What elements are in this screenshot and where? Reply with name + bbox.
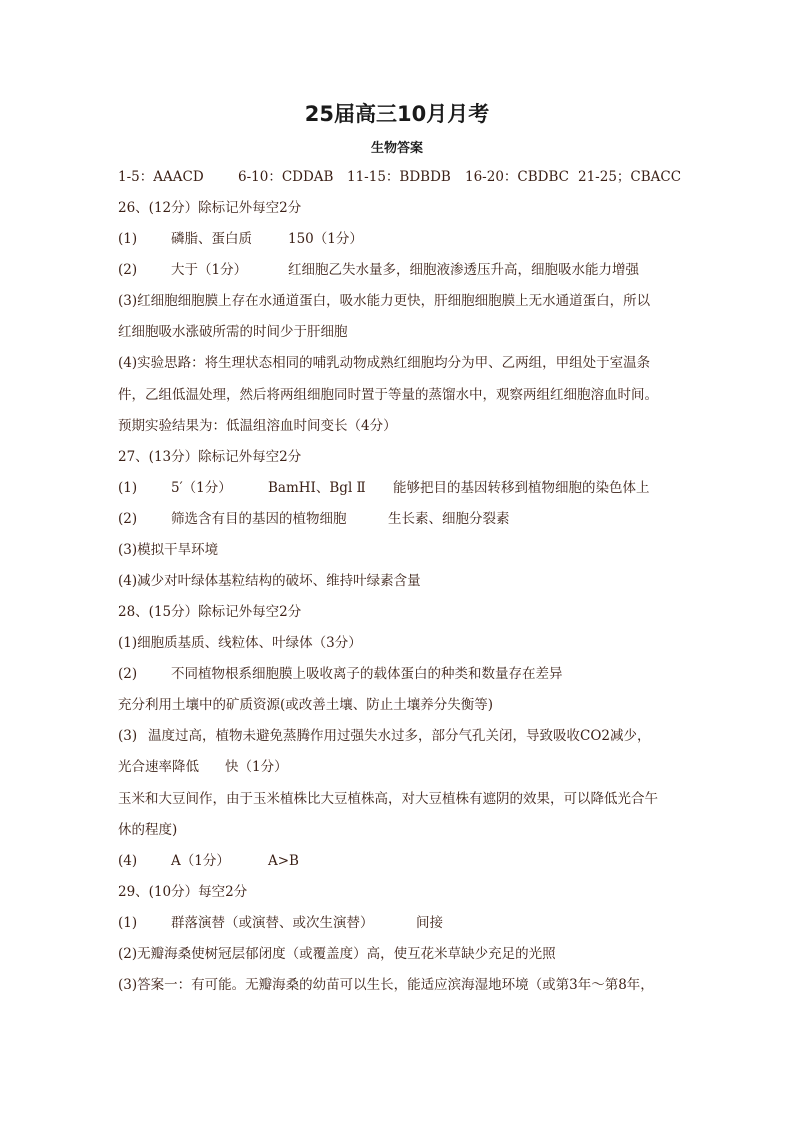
choice-group-5: 21-25；CBACC	[578, 169, 682, 185]
answer-text: 5′（1分）	[171, 480, 232, 496]
q28-part3-line3: 玉米和大豆间作，由于玉米植株比大豆植株高，对大豆植株有遮阴的效果，可以降低光合午	[118, 791, 658, 807]
choice-group-1: 1-5：AAACD	[118, 169, 204, 185]
answer-text: BamHI、Bgl Ⅱ	[268, 480, 366, 496]
answer-text: 150（1分）	[288, 231, 363, 247]
choice-group-3: 11-15：BDBDB	[347, 169, 451, 185]
answer-text: 不同植物根系细胞膜上吸收离子的载体蛋白的种类和数量存在差异	[171, 666, 563, 682]
q28-part3-line4: 休的程度)	[118, 822, 178, 838]
part-number: (4)	[118, 853, 138, 869]
q29-part2: (2)无瓣海桑使树冠层郁闭度（或覆盖度）高，使互花米草缺少充足的光照	[118, 946, 556, 962]
answer-text: 能够把目的基因转移到植物细胞的染色体上	[393, 480, 650, 496]
answer-text: 温度过高，植物未避免蒸腾作用过强失水过多，部分气孔关闭，导致吸收CO2减少，	[148, 728, 651, 744]
q29-part3: (3)答案一：有可能。无瓣海桑的幼苗可以生长，能适应滨海湿地环境（或第3年～第8年，	[118, 977, 654, 993]
q26-part3-line1: (3)红细胞细胞膜上存在水通道蛋白，吸水能力更快，肝细胞细胞膜上无水通道蛋白，所以	[118, 293, 651, 309]
answer-text: 磷脂、蛋白质	[171, 231, 252, 247]
answer-text: 筛选含有目的基因的植物细胞	[171, 511, 347, 527]
q27-part4: (4)减少对叶绿体基粒结构的破坏、维持叶绿素含量	[118, 573, 421, 589]
part-number: (3)	[118, 728, 138, 744]
answer-text: 大于（1分）	[171, 262, 248, 278]
answer-text: 快（1分）	[225, 759, 288, 775]
part-number: (1)	[118, 915, 138, 931]
q27-heading: 27、(13分）除标记外每空2分	[118, 449, 302, 465]
q26-part3-line2: 红细胞吸水涨破所需的时间少于肝细胞	[118, 324, 348, 340]
q26-part4-line3: 预期实验结果为：低温组溶血时间变长（4分）	[118, 418, 397, 434]
answer-text: A>B	[268, 853, 299, 869]
part-number: (1)	[118, 231, 138, 247]
answer-text: 红细胞乙失水量多，细胞液渗透压升高，细胞吸水能力增强	[288, 262, 639, 278]
answer-text: 间接	[416, 915, 443, 931]
choice-group-4: 16-20：CBDBC	[465, 169, 569, 185]
q29-heading: 29、(10分）每空2分	[118, 884, 248, 900]
q26-heading: 26、(12分）除标记外每空2分	[118, 200, 302, 216]
answer-text: 生长素、细胞分裂素	[388, 511, 510, 527]
q28-part2-line2: 充分利用土壤中的矿质资源(或改善土壤、防止土壤养分失衡等)	[118, 697, 494, 713]
part-number: (2)	[118, 511, 138, 527]
part-number: (2)	[118, 666, 138, 682]
page-title: 25届高三10月月考	[304, 102, 490, 126]
part-number: (1)	[118, 480, 138, 496]
q28-part1: (1)细胞质基质、线粒体、叶绿体（3分）	[118, 635, 362, 651]
answer-text: 群落演替（或演替、或次生演替）	[171, 915, 374, 931]
page-subtitle: 生物答案	[370, 141, 423, 156]
q26-part4-line2: 件，乙组低温处理，然后将两组细胞同时置于等量的蒸馏水中，观察两组红细胞溶血时间。	[118, 387, 658, 403]
answer-text: A（1分）	[171, 853, 230, 869]
answer-text: 光合速率降低	[118, 759, 199, 775]
part-number: (2)	[118, 262, 138, 278]
q27-part3: (3)模拟干旱环境	[118, 542, 219, 558]
q28-heading: 28、(15分）除标记外每空2分	[118, 604, 302, 620]
choice-group-2: 6-10：CDDAB	[238, 169, 334, 185]
q26-part4-line1: (4)实验思路：将生理状态相同的哺乳动物成熟红细胞均分为甲、乙两组，甲组处于室温条	[118, 355, 651, 371]
